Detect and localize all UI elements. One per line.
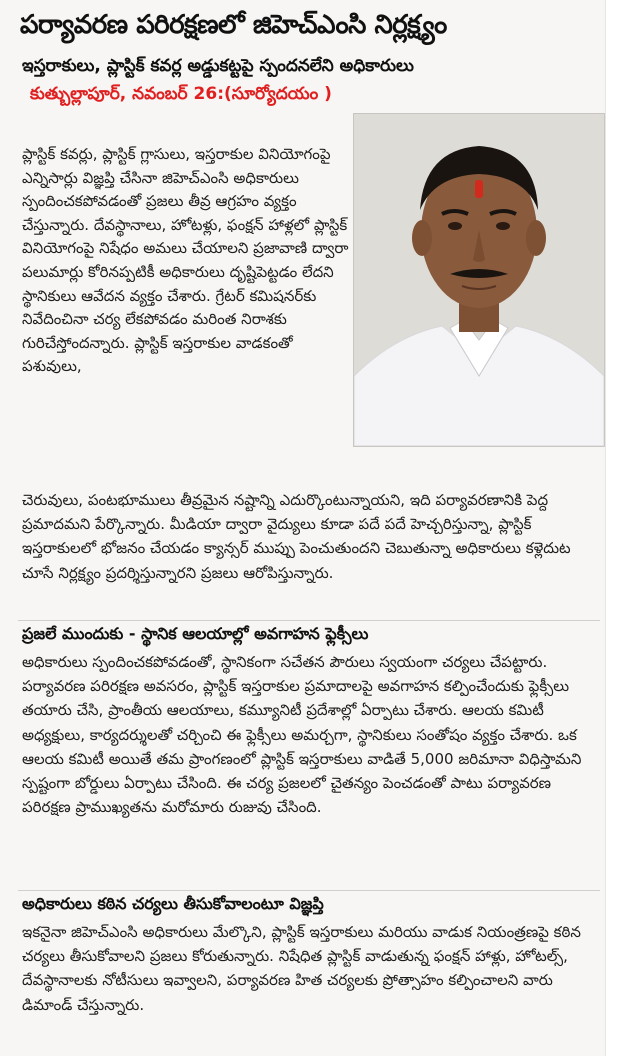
left-eye [448, 222, 462, 230]
intro-continuation: చెరువులు, పంటభూములు తీవ్రమైన నష్టాన్ని ఎదుర్కొంటున్నాయని, ఇది పర్యావరణానికి పెద్ద ప్రమాదమని పేర్కొన్నారు. మీడియా ద్వారా వైద్యులు కూడా పదే పదే హెచ్చరిస్తున్నా, ప్లాస్టిక్ ఇస్తరాకులలో భోజనం చేయడం క్యాన్సర్ ముప్పు పెంచుతుందని చెబుతున్నా అధికారులు కళ్లెదుట చూసే నిర్లక్ష్యం ప్రదర్శిస్తున్నారని ప్రజలు ఆరోపిస్తున్నారు. [22, 491, 571, 582]
section2-body: ఇకనైనా జిహెచ్ఎంసి అధికారులు మేల్కొని, ప్లాస్టిక్ ఇస్తరాకులు మరియు వాడుక నియంత్రణపై కఠిన చర్యలు తీసుకోవాలని ప్రజలు కోరుతున్నారు. నిషేధిత ప్లాస్టిక్ వాడుతున్న ఫంక్షన్ హాళ్లు, హోటల్స్, దేవస్థానాలకు నోటీసులు ఇవ్వాలని, పర్యావరణ హిత చర్యలకు ప్రోత్సాహం కల్పించాలని వారు డిమాండ్ చేస్తున్నారు. [22, 923, 581, 1014]
right-ear [526, 220, 546, 256]
portrait-image [354, 114, 604, 446]
section1-heading: ప్రజలే ముందుకు - స్థానిక ఆలయాల్లో అవగాహన ఫ్లెక్సీలు [22, 624, 369, 643]
section-divider [18, 890, 600, 891]
section-divider [18, 620, 600, 621]
headline: పర్యావరణ పరిరక్షణలో జిహెచ్ఎంసి నిర్లక్ష్యం [20, 10, 447, 40]
right-eye [496, 222, 510, 230]
tilak [475, 180, 483, 198]
subheadline: ఇస్తరాకులు, ప్లాస్టిక్ కవర్ల అడ్డుకట్టపై స్పందనలేని అధికారులు [22, 56, 414, 76]
section1-body: అధికారులు స్పందించకపోవడంతో, స్థానికంగా సచేతన పౌరులు స్వయంగా చర్యలు చేపట్టారు. పర్యావరణ పరిరక్షణ అవసరం, ప్లాస్టిక్ ఇస్తరాకుల ప్రమాదాలపై అవగాహన కల్పించేందుకు ఫ్లెక్సీలు తయారు చేసి, ప్రాంతీయ ఆలయాలు, కమ్యూనిటీ ప్రదేశాల్లో ఏర్పాటు చేశారు. ఆలయ కమిటీ అధ్యక్షులు, కార్యదర్శులతో చర్చించి ఈ ఫ్లెక్సీలు అమర్చగా, స్థానికులు సంతోషం వ్యక్తం చేశారు. ఒక ఆలయ కమిటీ అయితే తమ ప్రాంగణంలో ప్లాస్టిక్ ఇస్తరాకులు వాడితే 5,000 జరిమానా విధిస్తామని స్పష్టంగా బోర్డులు ఏర్పాటు చేసింది. ఈ చర్య ప్రజలలో చైతన్యం పెంచడంతో పాటు పర్యావరణ పరిరక్షణ ప్రాముఖ్యతను మరోమారు రుజువు చేసింది. [22, 653, 582, 817]
top-strip [0, 0, 605, 6]
portrait-photo [353, 113, 605, 447]
dateline: కుత్బుల్లాపూర్, నవంబర్ 26:(సూర్యోదయం ) [30, 84, 332, 104]
intro-paragraph: ప్లాస్టిక్ కవర్లు, ప్లాస్టిక్ గ్లాసులు, ఇస్తరాకుల వినియోగంపై ఎన్నిసార్లు విజ్ఞప్తి చేసినా జిహెచ్ఎంసి అధికారులు స్పందించకపోవడంతో ప్రజలు తీవ్ర ఆగ్రహం వ్యక్తం చేస్తున్నారు. దేవస్థానాలు, హోటళ్లు, ఫంక్షన్ హాళ్లలో ప్లాస్టిక్ వినియోగంపై నిషేధం అమలు చేయాలని ప్రజావాణి ద్వారా పలుమార్లు కోరినప్పటికీ అధికారులు దృష్టిపెట్టడం లేదని స్థానికులు ఆవేదన వ్యక్తం చేశారు. గ్రేటర్ కమిషనర్‌కు నివేదించినా చర్య లేకపోవడం మరింత నిరాశకు గురిచేస్తోందన్నారు. ప్లాస్టిక్ ఇస్తరాకుల వాడకంతో పశువులు, [22, 145, 349, 376]
left-ear [412, 220, 432, 256]
section2-heading: అధికారులు కఠిన చర్యలు తీసుకోవాలంటూ విజ్ఞప్తి [22, 894, 324, 913]
